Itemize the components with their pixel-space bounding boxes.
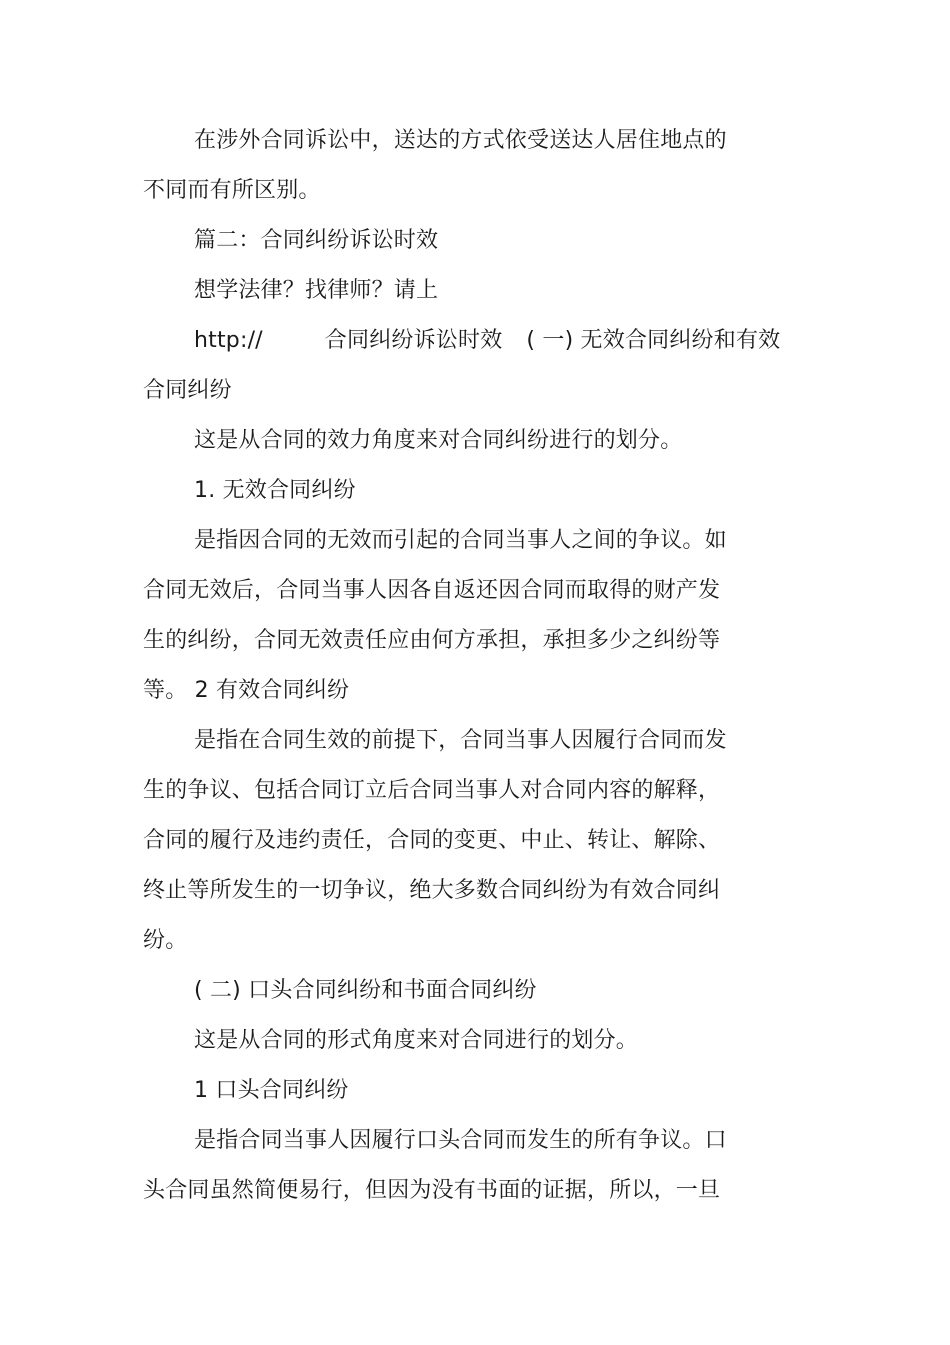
text-line: 合同纠纷 (143, 378, 232, 403)
text-line: 生的纠纷，合同无效责任应由何方承担，承担多少之纠纷等 (143, 628, 721, 653)
text-line: 生的争议、包括合同订立后合同当事人对合同内容的解释， (143, 778, 721, 803)
text-line: 是指在合同生效的前提下，合同当事人因履行合同而发 (194, 728, 727, 753)
text-line: 想学法律？找律师？请上 (194, 278, 439, 303)
text-line: 等。 2 有效合同纠纷 (143, 678, 350, 703)
section-text: ( 一) 无效合同纠纷和有效 (526, 328, 781, 353)
text-line: ( 二) 口头合同纠纷和书面合同纠纷 (194, 978, 537, 1003)
text-line: 这是从合同的效力角度来对合同纠纷进行的划分。 (194, 428, 683, 453)
text-line (194, 326, 780, 356)
url-text: http:// (194, 328, 263, 353)
text-line: 合同无效后，合同当事人因各自返还因合同而取得的财产发 (143, 578, 721, 603)
heading-text: 合同纠纷诉讼时效 (324, 328, 503, 353)
text-line: 1 口头合同纠纷 (194, 1078, 349, 1103)
text-line: 篇二：合同纠纷诉讼时效 (194, 228, 439, 253)
text-line: 终止等所发生的一切争议，绝大多数合同纠纷为有效合同纠 (143, 878, 721, 903)
text-line: 是指合同当事人因履行口头合同而发生的所有争议。口 (194, 1128, 727, 1153)
text-line: 纷。 (143, 928, 188, 953)
text-line: 这是从合同的形式角度来对合同进行的划分。 (194, 1028, 639, 1053)
text-line: 1. 无效合同纠纷 (194, 478, 356, 503)
text-line: 头合同虽然简便易行，但因为没有书面的证据，所以，一旦 (143, 1178, 721, 1203)
text-line: 不同而有所区别。 (143, 178, 321, 203)
text-line: 合同的履行及违约责任，合同的变更、中止、转让、解除、 (143, 828, 721, 853)
text-line: 在涉外合同诉讼中，送达的方式依受送达人居住地点的 (194, 128, 727, 153)
text-line: 是指因合同的无效而引起的合同当事人之间的争议。如 (194, 528, 727, 553)
